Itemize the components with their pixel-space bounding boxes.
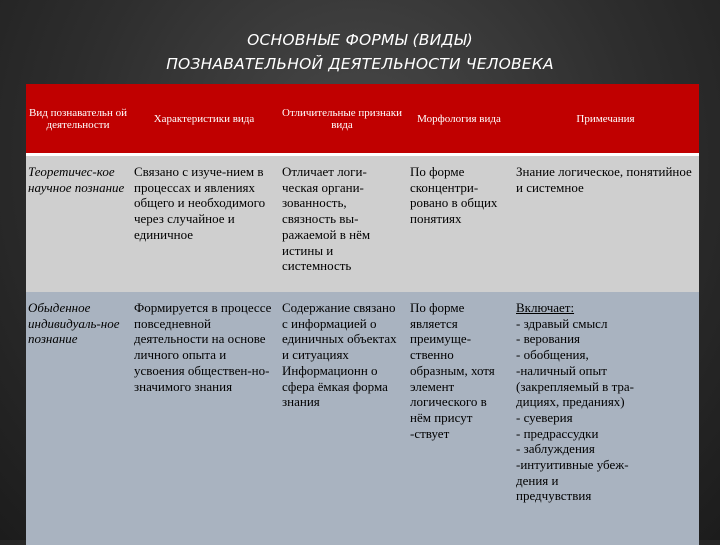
cell-type: Теоретичес-кое научное познание: [26, 155, 130, 293]
notes-list: - здравый смысл - верования - обобщения, -наличный опыт (закрепляемый в тра- дициях, преданиях) - суеверия - предрассудки - заблуждения -интуитивные убеж- дения и предчувствия: [516, 315, 635, 504]
table-row: [26, 292, 699, 545]
cognition-forms-table: [26, 84, 699, 540]
header-cell-type: Вид познавательн ой деятельности: [26, 84, 130, 155]
cell-morphology: По форме является преимуще-ственно образным, хотя элемент логического в нём присут -ствует: [406, 292, 512, 545]
header-cell-characteristics: Характеристики вида: [130, 84, 278, 155]
notes-heading: Включает:: [516, 300, 575, 315]
title-line-1: ОСНОВНЫЕ ФОРМЫ (ВИДЫ): [247, 31, 473, 49]
table-header-row: [26, 84, 699, 155]
cell-notes: [512, 292, 699, 545]
cell-characteristics: Формируется в процессе повседневной деятельности на основе личного опыта и усвоения обществен-но-значимого знания: [130, 292, 278, 545]
slide-title: [0, 28, 720, 76]
cell-type: Обыденное индивидуаль-ное познание: [26, 292, 130, 545]
header-cell-morphology: Морфология вида: [406, 84, 512, 155]
header-cell-features: Отличительные признаки вида: [278, 84, 406, 155]
cell-features: Содержание связано с информацией о единичных объектах и ситуациях Информационн о сфера ёмкая форма знания: [278, 292, 406, 545]
table-row: [26, 155, 699, 293]
cell-notes: Знание логическое, понятийное и системное: [512, 155, 699, 293]
header-cell-notes: Примечания: [512, 84, 699, 155]
title-line-2: ПОЗНАВАТЕЛЬНОЙ ДЕЯТЕЛЬНОСТИ ЧЕЛОВЕКА: [166, 55, 554, 73]
cell-characteristics: Связано с изуче-нием в процессах и явлениях общего и необходимого через случайное и единичное: [130, 155, 278, 293]
cell-features: Отличает логи-ческая органи-зованность, связность вы-ражаемой в нём истины и системность: [278, 155, 406, 293]
cell-morphology: По форме сконцентри-ровано в общих понятиях: [406, 155, 512, 293]
